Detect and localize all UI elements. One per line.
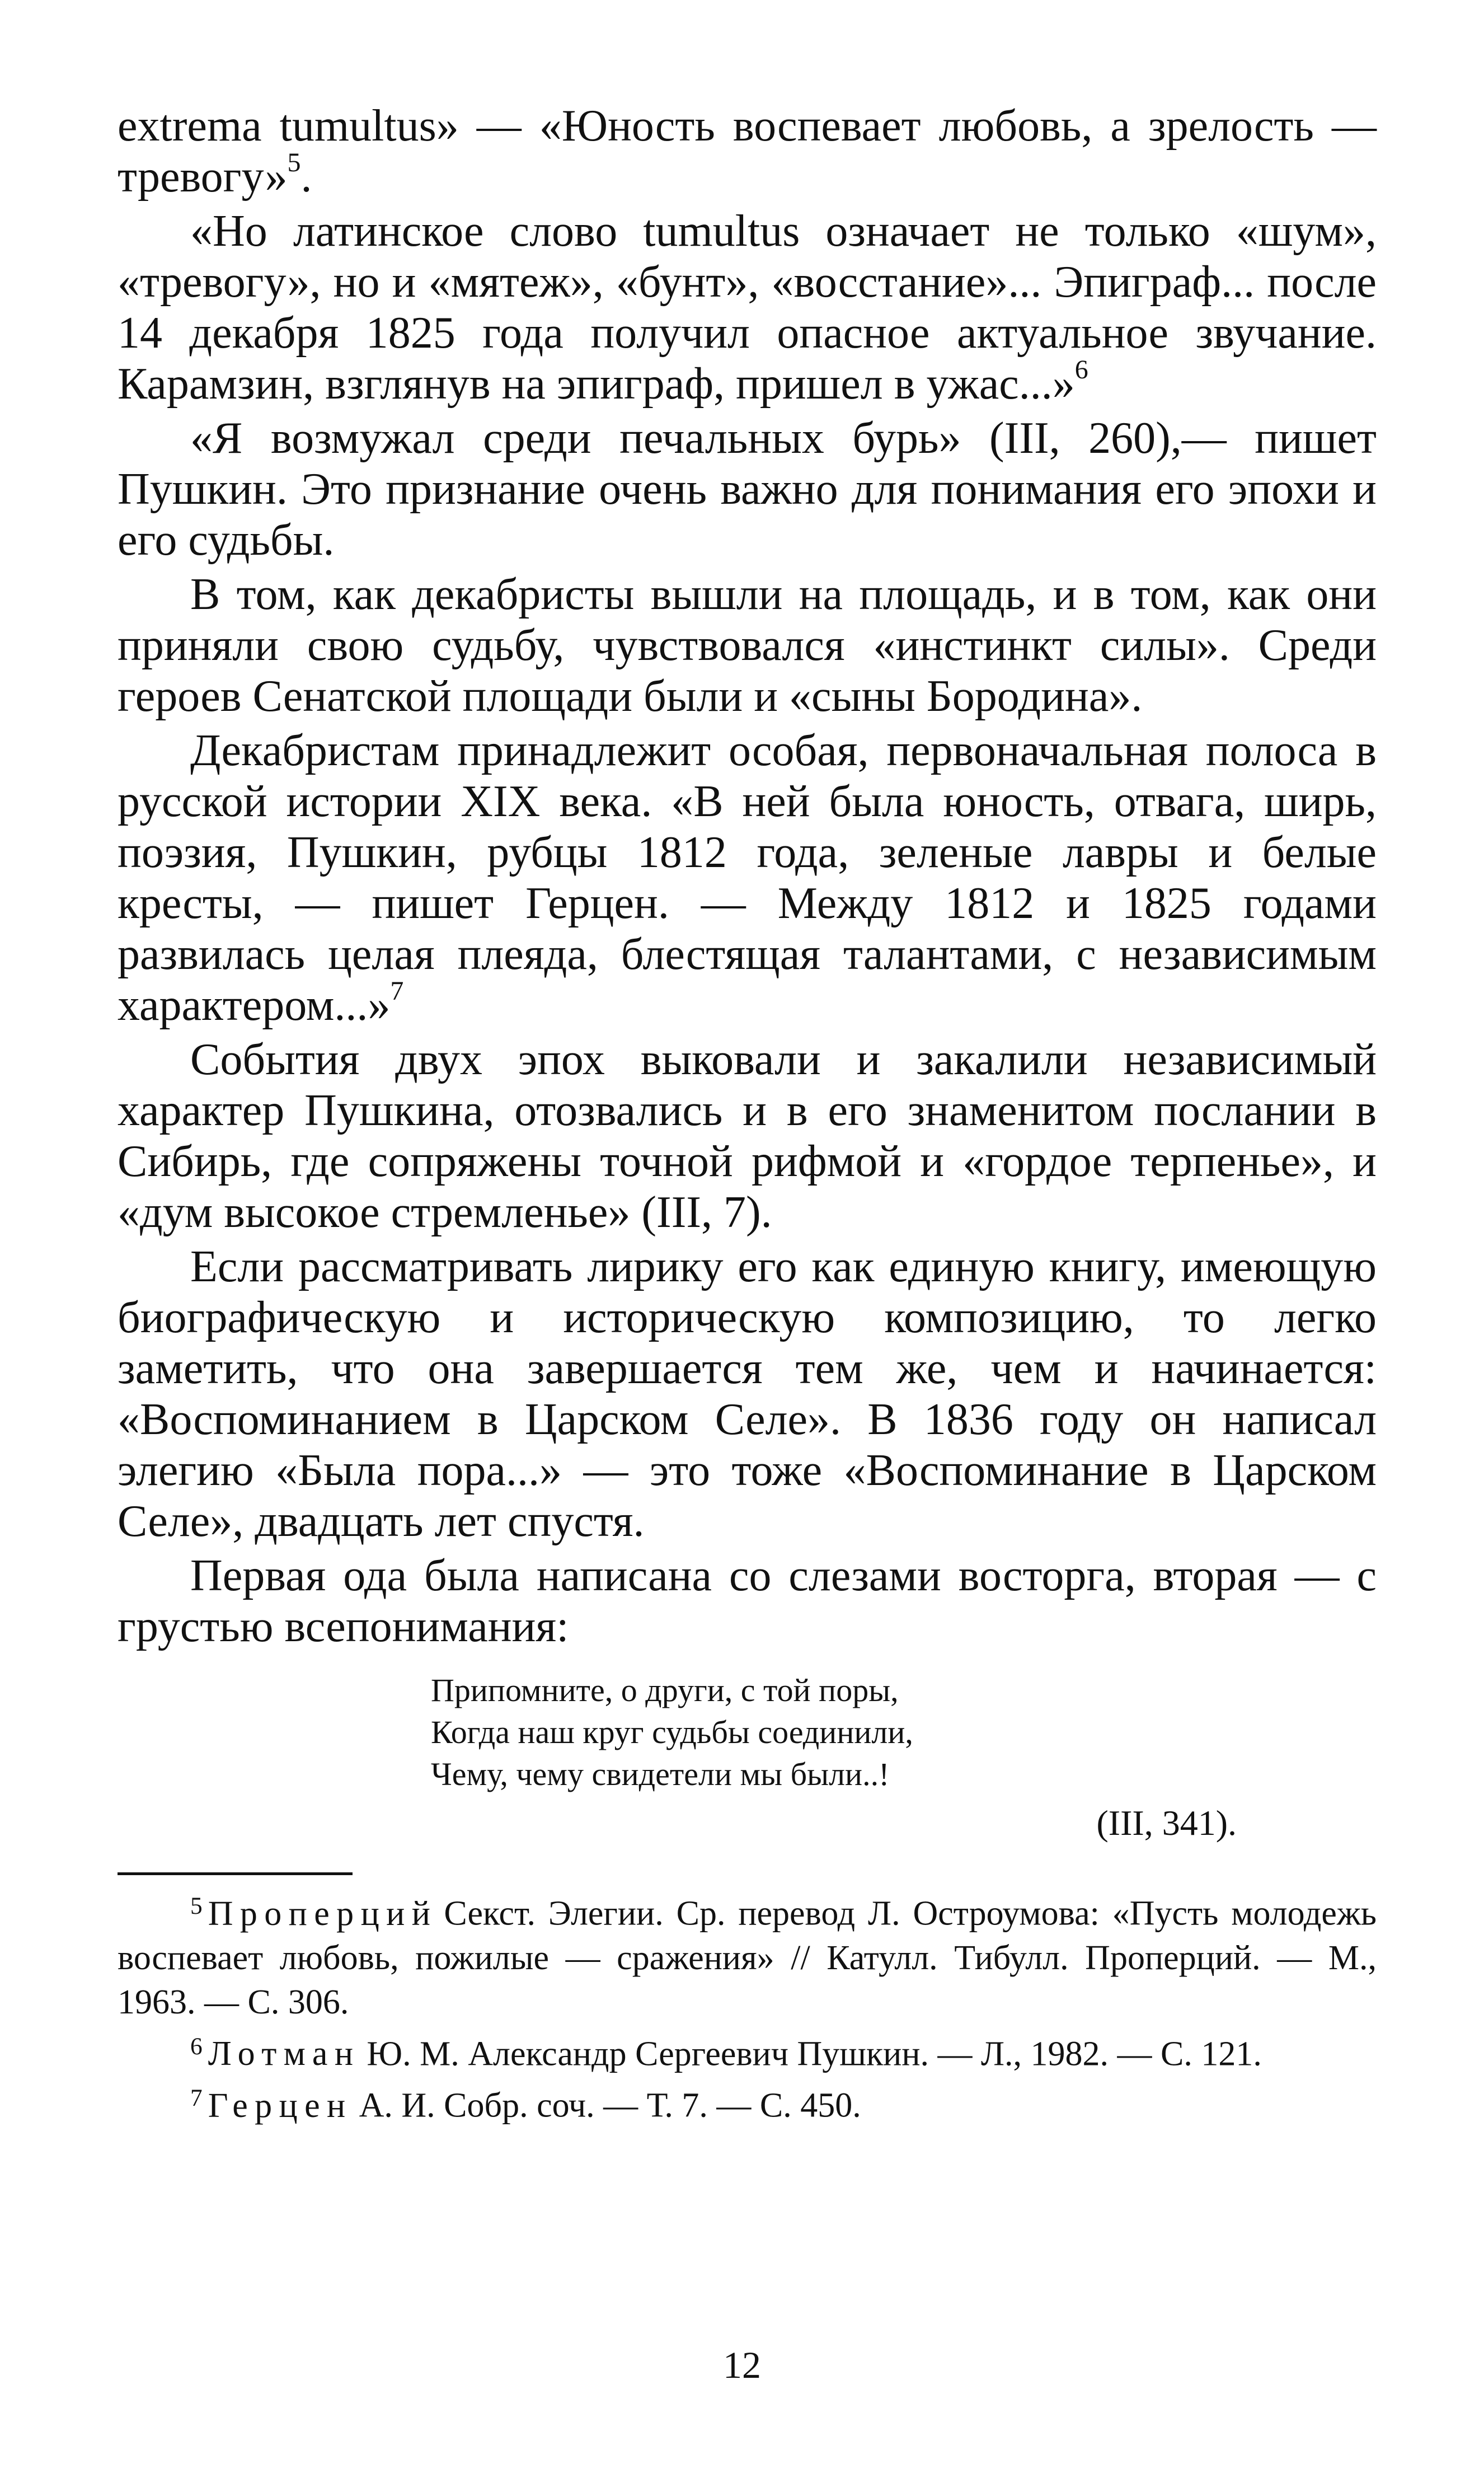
footnote-author: Проперций: [208, 1894, 438, 1933]
paragraph-5: Декабристам принадлежит особая, первоначальная полоса в русской истории XIX века. «В ней была юность, отвага, ширь, поэзия, Пушкин, рубцы 1812 года, зеленые лавры и белые кресты, — пишет Герцен. — Между 1812 и 1825 годами развилась целая плеяда, блестящая талантами, с независимым характером...»$^7$: [118, 726, 1377, 1030]
paragraph-7: Если рассматривать лирику его как единую книгу, имеющую биографическую и историческую композицию, то легко заметить, что она завершается тем же, чем и начинается: «Воспоминанием в Царском Селе». В 1836 году он написал элегию «Была пора...» — это тоже «Воспоминание в Царском Селе», двадцать лет спустя.: [118, 1242, 1377, 1546]
main-text: [118, 101, 1377, 1652]
footnote-text: Ю. М. Александр Сергеевич Пушкин. — Л., 1982. — С. 121.: [367, 2035, 1262, 2073]
footnote-divider: [118, 1872, 353, 1875]
poem-reference: (III, 341).: [1096, 1803, 1237, 1843]
footnote-number: 6: [190, 2032, 203, 2060]
footnote-7: [118, 2076, 1377, 2128]
footnote-marker-5[interactable]: 5: [287, 148, 301, 177]
paragraph-2: «Но латинское слово tumultus означает не только «шум», «тревогу», но и «мятеж», «бунт», «восстание»... Эпиграф... после 14 декабря 1825 года получил опасное актуальное звучание. Карамзин, взглянув на эпиграф, пришел в ужас...»$^6$: [118, 207, 1377, 409]
poem-quote: [431, 1669, 1237, 1845]
poem-line: Чему, чему свидетели мы были..!: [431, 1756, 890, 1792]
footnote-marker-7[interactable]: 7: [390, 976, 404, 1006]
poem-line: Когда наш круг судьбы соединили,: [431, 1714, 913, 1750]
footnote-number: 7: [190, 2085, 203, 2112]
page-number: 12: [723, 2344, 761, 2386]
footnote-6: [118, 2025, 1377, 2077]
paragraph-4: В том, как декабристы вышли на площадь, и в том, как они приняли свою судьбу, чувствовался «инстинкт силы». Среди героев Сенатской площади были и «сыны Бородина».: [118, 570, 1377, 721]
paragraph-6: События двух эпох выковали и закалили независимый характер Пушкина, отозвались и в его знаменитом послании в Сибирь, где сопряжены точной рифмой и «гордое терпенье», и «дум высокое стремленье» (III, 7).: [118, 1035, 1377, 1237]
footnote-author: Герцен: [208, 2086, 353, 2125]
paragraph-8: Первая ода была написана со слезами восторга, вторая — с грустью всепонимания:: [118, 1551, 1377, 1651]
paragraph-1: extrema tumultus» — «Юность воспевает любовь, а зрелость — тревогу»$^5$.: [118, 101, 1377, 202]
paragraph-3: «Я возмужал среди печальных бурь» (III, 260),— пишет Пушкин. Это признание очень важно для понимания его эпохи и его судьбы.: [118, 414, 1377, 565]
footnote-marker-6[interactable]: 6: [1074, 355, 1088, 385]
footnote-text: А. И. Собр. соч. — Т. 7. — С. 450.: [359, 2086, 861, 2125]
poem-line: Припомните, о други, с той поры,: [431, 1672, 899, 1708]
footnote-5: [118, 1884, 1377, 2025]
footnote-author: Лотман: [208, 2035, 360, 2073]
footnote-text: Секст. Элегии. Ср. перевод Л. Остроумова: «Пусть молодежь воспевает любовь, пожилые — сражения» // Катулл. Тибулл. Проперций. — М., 1963. — С. 306.: [118, 1894, 1377, 2021]
footnotes: [118, 1884, 1377, 2128]
page: [118, 101, 1377, 2128]
footnote-number: 5: [190, 1893, 203, 1919]
